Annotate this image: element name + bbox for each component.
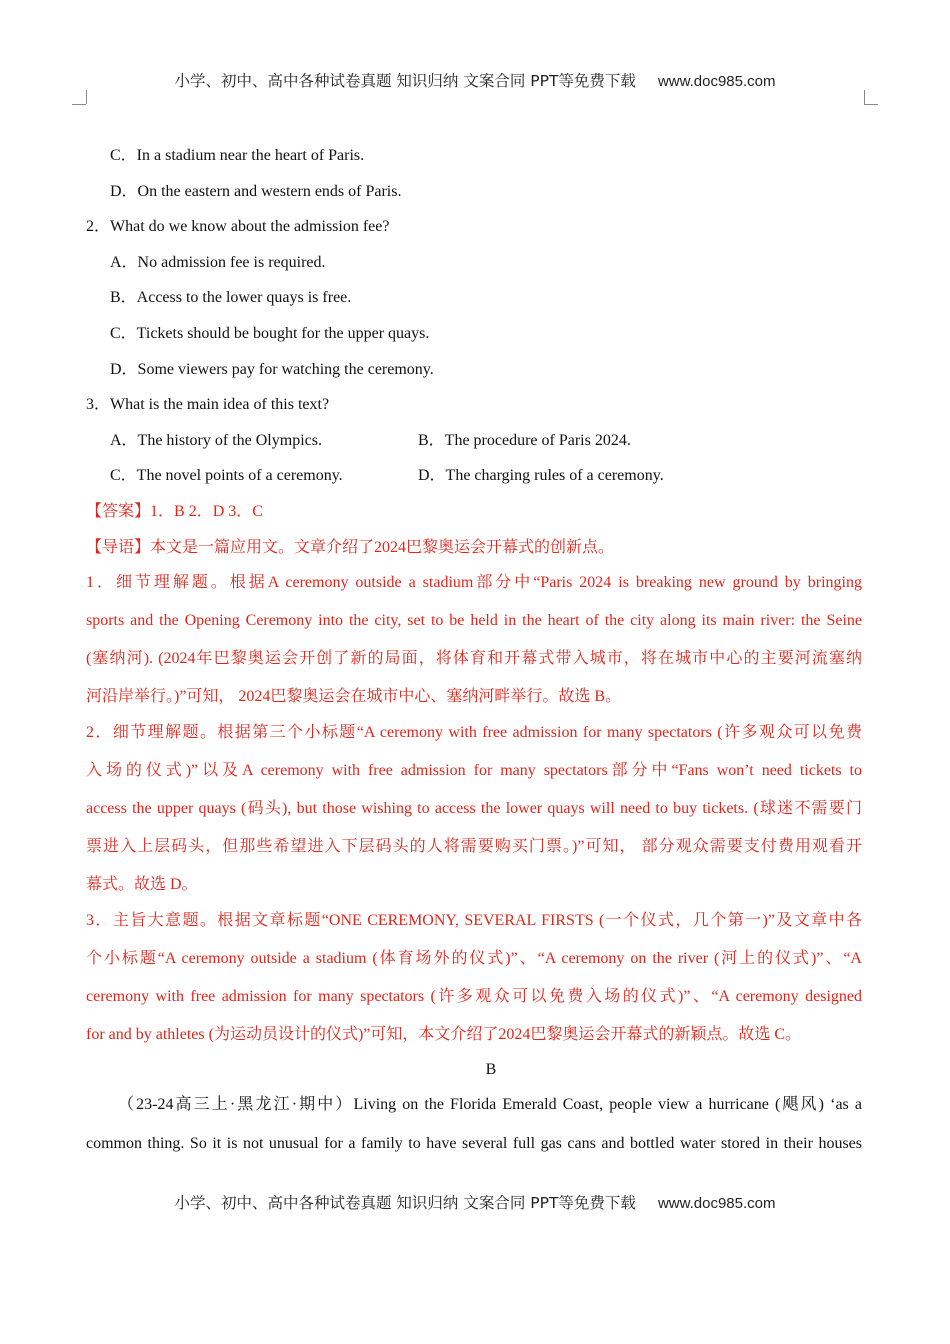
- q3-option-a: A．The history of the Olympics.: [110, 432, 322, 449]
- header-text: 小学、初中、高中各种试卷真题 知识归纳 文案合同 PPT等免费下载: [174, 72, 636, 90]
- explanation-3-line-3: ceremony with free admission for many spectators (许多观众可以免费入场的仪式)”、“A ceremony designed: [86, 988, 862, 1005]
- answer-bracket: 【答案】: [86, 503, 151, 520]
- explanation-3-line-2: 个小标题“A ceremony outside a stadium (体育场外的仪式)”、“A ceremony on the river (河上的仪式)”、“A: [86, 950, 862, 967]
- q2-option-a: A．No admission fee is required.: [110, 254, 326, 271]
- q2-option-d: D．Some viewers pay for watching the ceremony.: [110, 361, 434, 378]
- explanation-2-line-4: 票进入上层码头，但那些希望进入下层码头的人将需要购买门票。)”可知， 部分观众需要支付费用观看开: [86, 838, 862, 855]
- footer-text: 小学、初中、高中各种试卷真题 知识归纳 文案合同 PPT等免费下载: [174, 1194, 636, 1212]
- q3-stem: 3．What is the main idea of this text?: [86, 396, 330, 413]
- header-url[interactable]: www.doc985.com: [657, 73, 776, 90]
- q3-option-b: B．The procedure of Paris 2024.: [418, 432, 631, 449]
- explanation-2-line-2: 入场的仪式)”以及A ceremony with free admission for many spectators部分中“Fans won’t need tickets to: [86, 762, 862, 779]
- explanation-3-line-1: 3．主旨大意题。根据文章标题“ONE CEREMONY, SEVERAL FIRSTS (一个仪式，几个第一)”及文章中各: [86, 912, 862, 929]
- q2-option-b: B．Access to the lower quays is free.: [110, 289, 352, 306]
- section-b-line-1: （23-24高三上·黑龙江·期中）Living on the Florida Emerald Coast, people view a hurricane (飓风) ‘as a: [118, 1096, 862, 1113]
- q2-stem: 2．What do we know about the admission fee?: [86, 218, 390, 235]
- q2-option-c: C．Tickets should be bought for the upper quays.: [110, 325, 430, 342]
- q1-option-d: D．On the eastern and western ends of Paris.: [110, 183, 402, 200]
- footer-url[interactable]: www.doc985.com: [657, 1195, 776, 1212]
- crop-mark: [86, 90, 87, 104]
- answer-line: [86, 502, 263, 522]
- explanation-1-line-2: sports and the Opening Ceremony into the city, set to be held in the heart of the city along its main river: the Seine: [86, 612, 862, 629]
- answer-text: 1．B 2．D 3．C: [150, 503, 263, 520]
- q1-option-c: C．In a stadium near the heart of Paris.: [110, 147, 365, 164]
- explanation-2-line-5: 幕式。故选 D。: [86, 876, 198, 893]
- section-b-line-2: common thing. So it is not unusual for a family to have several full gas cans and bottled water stored in their houses: [86, 1135, 862, 1152]
- explanation-2-line-1: 2．细节理解题。根据第三个小标题“A ceremony with free admission for many spectators (许多观众可以免费: [86, 724, 862, 741]
- explanation-1-line-3: (塞纳河). (2024年巴黎奥运会开创了新的局面，将体育和开幕式带入城市，将在城市中心的主要河流塞纳: [86, 650, 862, 667]
- guide-text: 本文是一篇应用文。文章介绍了2024巴黎奥运会开幕式的创新点。: [150, 539, 615, 556]
- crop-mark: [864, 104, 878, 105]
- explanation-1-line-1: 1．细节理解题。根据A ceremony outside a stadium部分中“Paris 2024 is breaking new ground by bringing: [86, 574, 862, 591]
- q3-option-d: D．The charging rules of a ceremony.: [418, 467, 664, 484]
- page-footer: [0, 1191, 950, 1213]
- guide-bracket: 【导语】: [86, 539, 151, 556]
- explanation-2-line-3: access the upper quays (码头), but those wishing to access the lower quays will need to buy tickets. (球迷不需要门: [86, 800, 862, 817]
- crop-mark: [864, 90, 865, 104]
- page-header: [0, 69, 950, 91]
- crop-mark: [72, 104, 86, 105]
- guide-line: [86, 538, 614, 558]
- q3-option-c: C．The novel points of a ceremony.: [110, 467, 343, 484]
- section-b-label: B: [485, 1061, 497, 1078]
- explanation-3-line-4: for and by athletes (为运动员设计的仪式)”可知，本文介绍了2024巴黎奥运会开幕式的新颖点。故选 C。: [86, 1026, 802, 1043]
- explanation-1-line-4: 河沿岸举行。)”可知， 2024巴黎奥运会在城市中心、塞纳河畔举行。故选 B。: [86, 688, 622, 705]
